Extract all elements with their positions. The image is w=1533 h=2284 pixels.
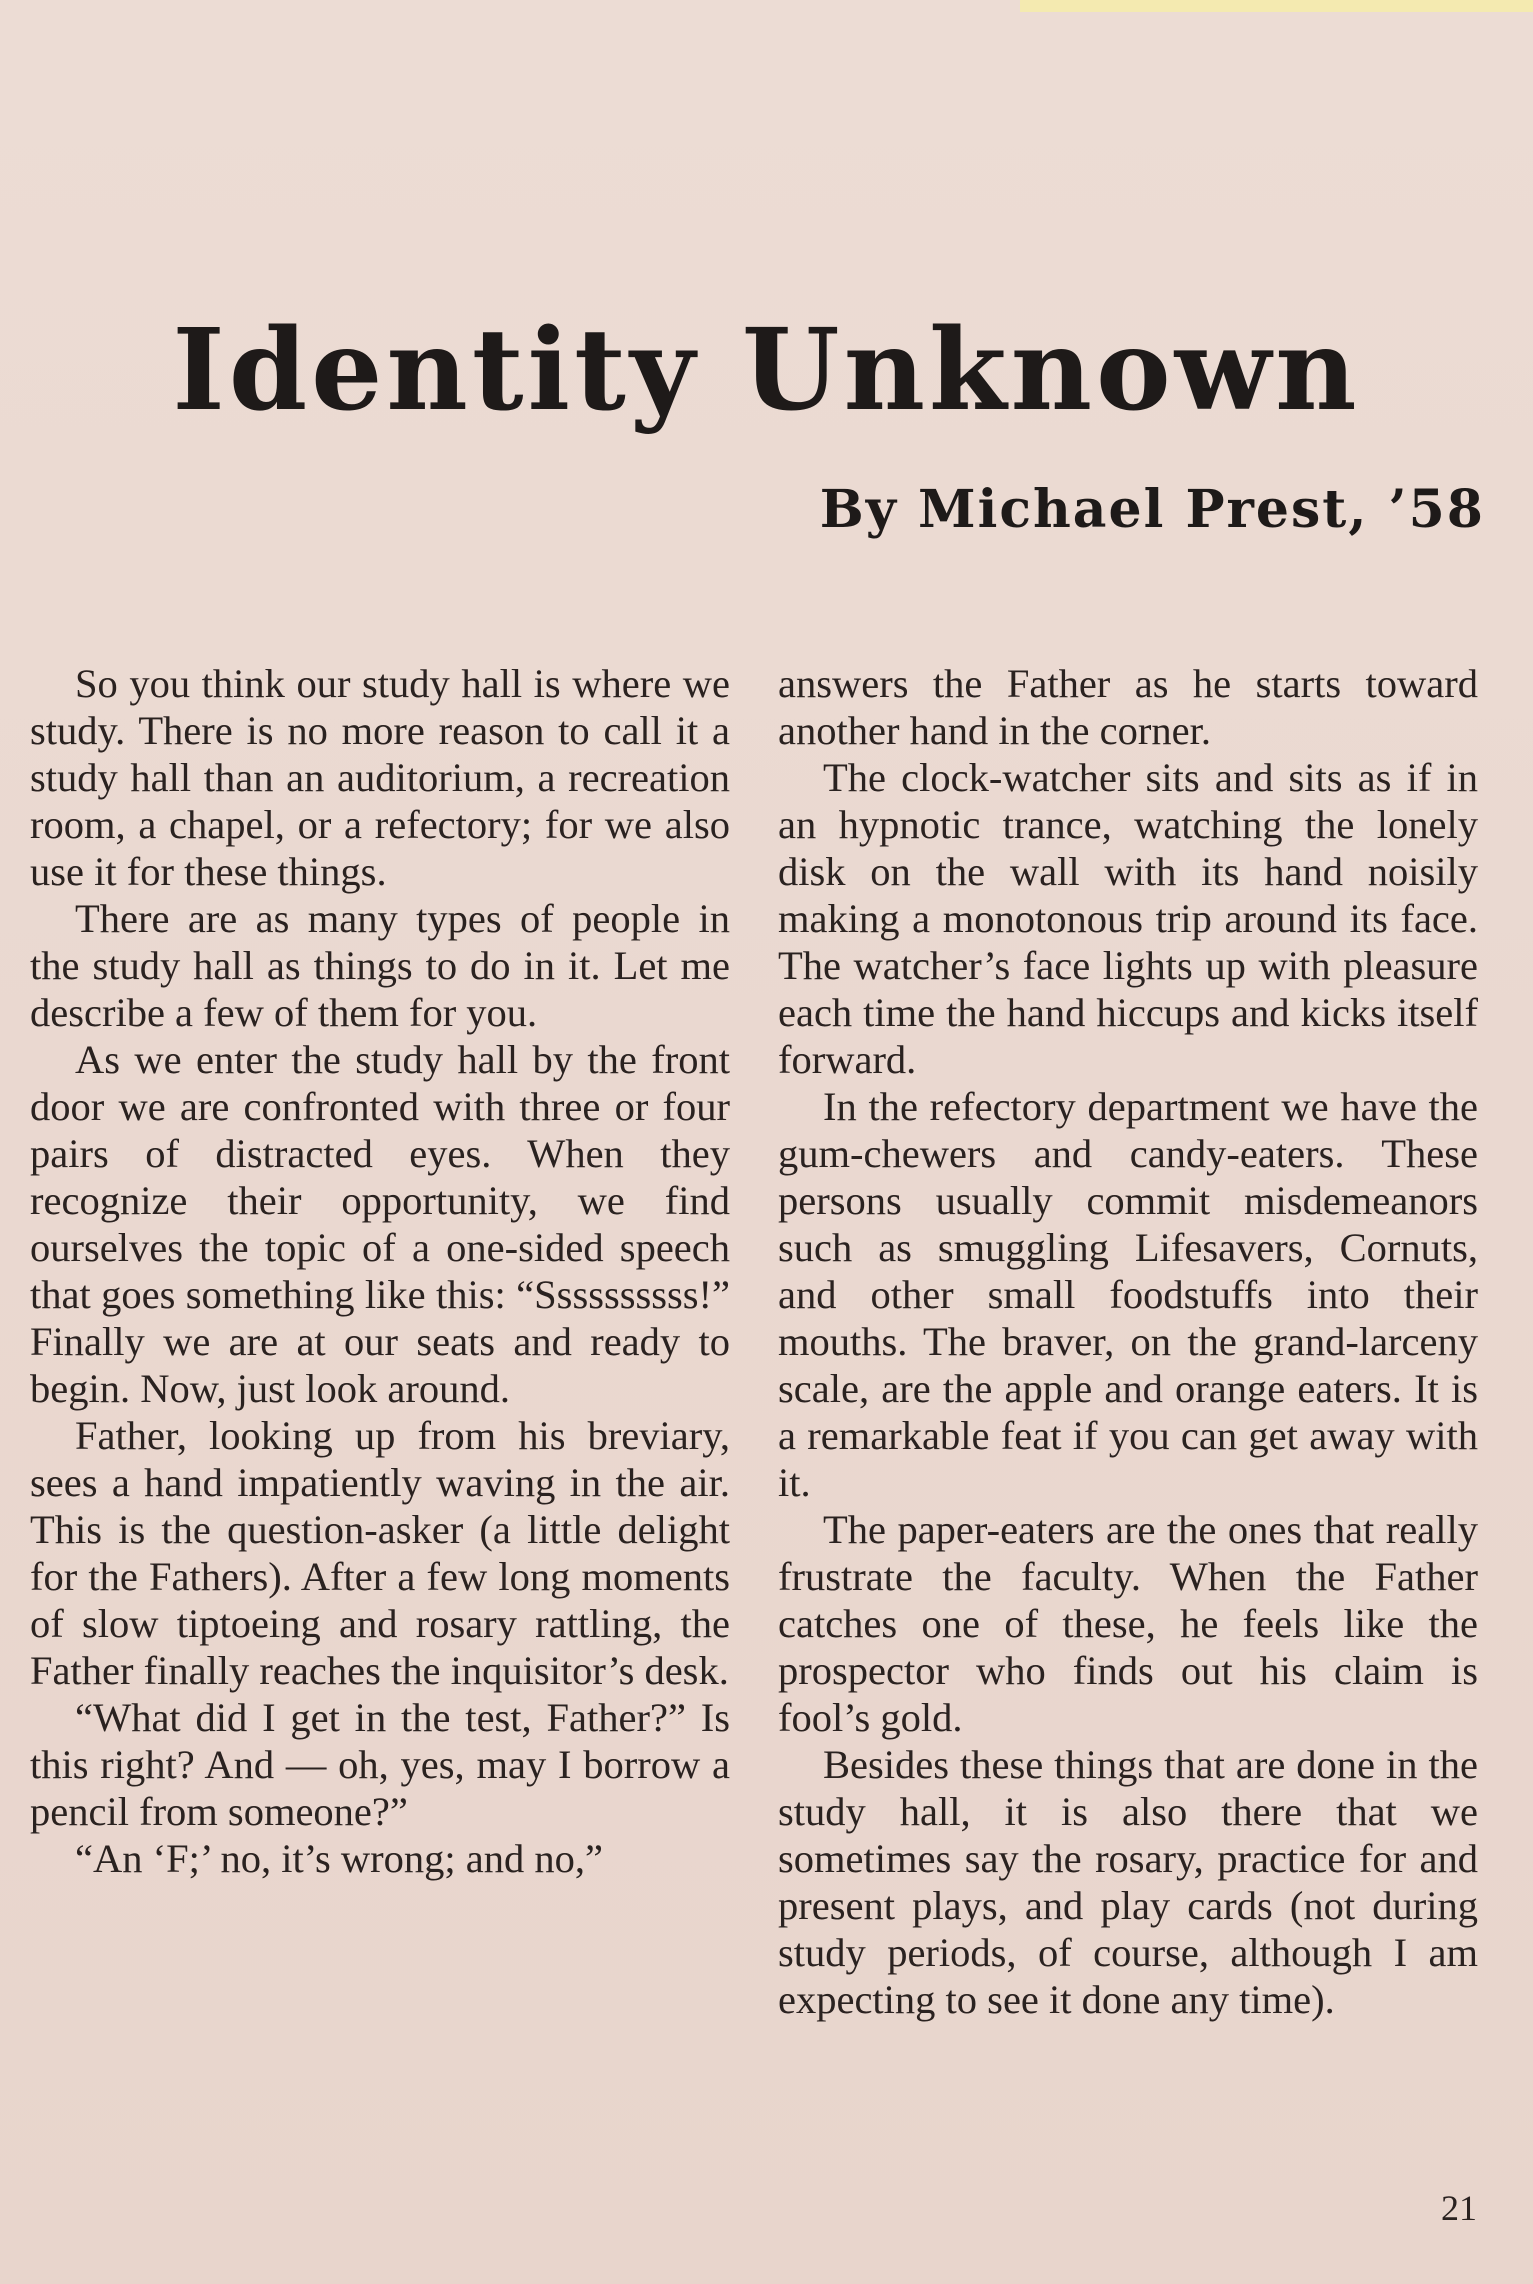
paragraph: Father, looking up from his breviary, sees a hand impatiently waving in the air. This is the question-asker (a little delight for the Fathers). After a few long moments of slow tiptoeing and rosary rattling, the Father finally reaches the inquisitor’s desk. (30, 1413, 730, 1693)
paragraph: “An ‘F;’ no, it’s wrong; and no,” (75, 1836, 603, 1881)
paragraph: “What did I get in the test, Father?” Is this right? And — oh, yes, may I borrow a pencil from someone?” (30, 1695, 730, 1834)
article-byline: By Michael Prest, ’58 (819, 479, 1485, 540)
left-column (30, 660, 730, 1882)
paragraph: The clock-watcher sits and sits as if in an hypnotic trance, watching the lonely disk on the wall with its hand noisily making a monotonous trip around its face. The watcher’s face lights up with pleasure each time the hand hiccups and kicks itself forward. (778, 755, 1478, 1082)
paragraph: So you think our study hall is where we study. There is no more reason to call it a study hall than an auditorium, a recreation room, a chapel, or a refectory; for we also use it for these things. (30, 661, 730, 894)
page-number: 21 (1441, 2188, 1477, 2228)
article-title: Identity Unknown (172, 305, 1361, 437)
paragraph: As we enter the study hall by the front door we are confronted with three or four pairs of distracted eyes. When they recognize their opportunity, we find ourselves the topic of a one-sided speech that goes something like this: “Ssssssssss!” Finally we are at our seats and ready to begin. Now, just look around. (30, 1037, 730, 1411)
paragraph: There are as many types of people in the study hall as things to do in it. Let me describe a few of them for you. (30, 896, 730, 1035)
paragraph: Besides these things that are done in the study hall, it is also there that we sometimes say the rosary, practice for and present plays, and play cards (not during study periods, of course, although I am expecting to see it done any time). (778, 1742, 1478, 2022)
right-column (778, 660, 1478, 2023)
paragraph: The paper-eaters are the ones that really frustrate the faculty. When the Father catches one of these, he feels like the prospector who finds out his claim is fool’s gold. (778, 1507, 1478, 1740)
paragraph: In the refectory department we have the gum-chewers and candy-eaters. These persons usually commit misdemeanors such as smuggling Lifesavers, Cornuts, and other small foodstuffs into their mouths. The braver, on the grand-larceny scale, are the apple and orange eaters. It is a remarkable feat if you can get away with it. (778, 1084, 1478, 1505)
paragraph-continuation: answers the Father as he starts toward another hand in the corner. (778, 661, 1478, 753)
top-paper-strip (1020, 0, 1533, 12)
